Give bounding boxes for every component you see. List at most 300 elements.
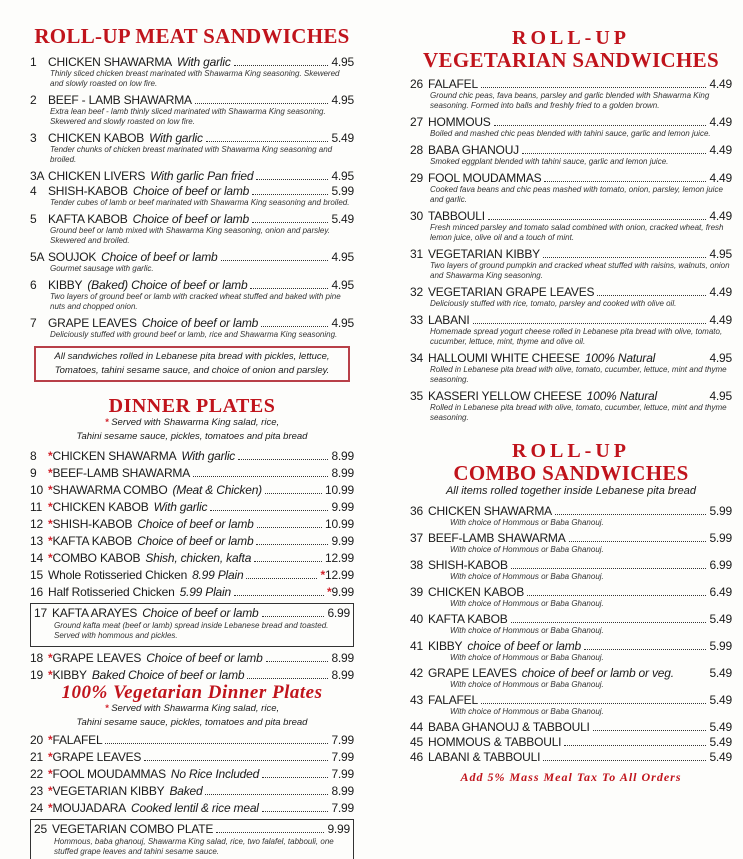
menu-item-line xyxy=(410,115,732,129)
item-note: 5.99 Plain xyxy=(179,585,231,599)
item-number: 13 xyxy=(30,534,43,548)
item-name: BEEF-LAMB SHAWARMA xyxy=(428,531,566,545)
item-description: Deliciously stuffed with rice, tomato, parsley and cooked with olive oil. xyxy=(430,299,677,308)
item-description: With choice of Hommous or Baba Ghanouj. xyxy=(450,599,604,608)
menu-item-line xyxy=(410,693,732,707)
item-name: Half Rotisseried Chicken xyxy=(48,585,175,599)
menu-item xyxy=(30,448,354,464)
item-description: Two layers of ground beef or lamb with cracked wheat stuffed and baked with pine nuts and chopped onion. xyxy=(50,292,341,311)
menu-item-line xyxy=(30,516,354,532)
item-name: GRAPE LEAVES xyxy=(428,666,517,680)
item-description: Homemade spread yogurt cheese rolled in Lebanese pita bread with olive, tomato, cucumber, lettuce, mint, thyme and olive oil. xyxy=(430,327,723,346)
item-note: Choice of beef or lamb xyxy=(137,517,254,531)
item-description: Tender chunks of chicken breast marinated with Shawarma King seasoning and broiled. xyxy=(50,145,333,164)
item-name: KAFTA ARAYES xyxy=(52,606,138,620)
menu-item xyxy=(410,585,732,609)
item-name: BABA GHANOUJ xyxy=(428,143,519,157)
item-note: With garlic Pan fried xyxy=(150,169,254,183)
veg-dinner-list xyxy=(30,732,354,859)
item-price: 12.99 xyxy=(324,551,354,565)
leader-dots xyxy=(250,288,328,289)
leader-dots xyxy=(262,777,328,778)
item-price: 12.99 xyxy=(324,568,354,582)
leader-dots xyxy=(544,181,706,182)
item-price: 4.49 xyxy=(709,115,732,129)
item-price: 8.99 xyxy=(331,651,354,665)
menu-item-line xyxy=(30,212,354,226)
leader-dots xyxy=(481,87,706,88)
item-note: Choice of beef or lamb xyxy=(141,316,259,330)
item-price: 5.49 xyxy=(709,735,732,749)
item-price: 7.99 xyxy=(331,750,354,764)
item-number: 38 xyxy=(410,558,423,572)
item-price: 4.95 xyxy=(331,55,354,69)
menu-item xyxy=(30,55,354,89)
item-name: MOUJADARA xyxy=(52,801,127,815)
star-icon: * xyxy=(48,483,53,497)
item-price: 4.95 xyxy=(331,169,354,183)
item-price: 4.95 xyxy=(331,93,354,107)
menu-item xyxy=(30,533,354,549)
star-icon: * xyxy=(48,651,53,665)
leader-dots xyxy=(511,568,707,569)
item-price: 4.49 xyxy=(709,209,732,223)
item-name: CHICKEN KABOB xyxy=(52,500,149,514)
item-name: SHISH-KABOB xyxy=(428,558,508,572)
leader-dots xyxy=(569,541,707,542)
menu-item-line xyxy=(30,93,354,107)
item-number: 46 xyxy=(410,750,423,764)
item-description: Fresh minced parsley and tomato salad combined with onion, cracked wheat, fresh lemon juice, olive oil and a touch of mint. xyxy=(430,223,724,242)
star-icon: * xyxy=(48,784,53,798)
item-number: 41 xyxy=(410,639,423,653)
meat-sandwiches-title: ROLL-UP MEAT SANDWICHES xyxy=(34,24,350,48)
item-name: FALAFEL xyxy=(52,733,103,747)
item-description: Smoked eggplant blended with tahini sauce, garlic and lemon juice. xyxy=(430,157,669,166)
item-name: HOMMOUS xyxy=(428,115,491,129)
item-note: choice of beef or lamb xyxy=(467,639,582,653)
leader-dots xyxy=(247,678,328,679)
leader-dots xyxy=(265,493,322,494)
item-price: 4.95 xyxy=(709,389,732,403)
star-icon: * xyxy=(48,767,53,781)
menu-item-line xyxy=(30,584,354,600)
item-name: KASSERI YELLOW CHEESE xyxy=(428,389,582,403)
menu-item xyxy=(30,766,354,782)
menu-item-line xyxy=(30,732,354,748)
menu-item-line xyxy=(410,389,732,403)
leader-dots xyxy=(256,179,328,180)
item-price: 6.99 xyxy=(327,606,350,620)
combo-title-1: ROLL-UP xyxy=(512,440,630,462)
item-name: KAFTA KABOB xyxy=(48,212,128,226)
item-name: FOOL MOUDAMMAS xyxy=(428,171,542,185)
item-price: 5.49 xyxy=(709,693,732,707)
menu-item-line xyxy=(410,77,732,91)
item-name: BEEF - LAMB SHAWARMA xyxy=(48,93,192,107)
item-number: 18 xyxy=(30,651,43,665)
menu-item-line xyxy=(410,585,732,599)
item-number: 22 xyxy=(30,767,43,781)
star-icon: * xyxy=(48,733,53,747)
item-number: 1 xyxy=(30,55,37,69)
menu-item-line xyxy=(410,351,732,365)
item-number: 5 xyxy=(30,212,37,226)
star-icon: * xyxy=(48,750,53,764)
star-icon: * xyxy=(48,534,53,548)
star-icon: * xyxy=(48,449,53,463)
leader-dots xyxy=(266,661,329,662)
menu-item-line xyxy=(410,247,732,261)
menu-item-line xyxy=(30,499,354,515)
combo-sandwiches-list xyxy=(410,504,732,764)
menu-item-line xyxy=(30,567,354,583)
item-number: 35 xyxy=(410,389,423,403)
leader-dots xyxy=(238,459,328,460)
menu-item xyxy=(30,482,354,498)
leader-dots xyxy=(564,745,706,746)
item-name: TABBOULI xyxy=(428,209,485,223)
menu-item-line xyxy=(410,750,732,764)
item-name: FALAFEL xyxy=(428,693,478,707)
menu-item xyxy=(30,131,354,165)
item-note: Baked Choice of beef or lamb xyxy=(91,668,245,682)
veg-subtitle-line2: Tahini sesame sauce, pickles, tomatoes and pita bread xyxy=(76,717,308,728)
menu-item xyxy=(410,171,732,205)
menu-item-line xyxy=(410,666,732,680)
item-description: Rolled in Lebanese pita bread with olive, tomato, cucumber, lettuce, mint and thyme seasoning. xyxy=(430,365,727,384)
dinner-plates-title: DINNER PLATES xyxy=(108,395,276,417)
item-price: 8.99 xyxy=(331,466,354,480)
leader-dots xyxy=(543,760,706,761)
menu-item-line xyxy=(410,720,732,734)
item-name: GRAPE LEAVES xyxy=(52,750,142,764)
item-description: Thinly sliced chicken breast marinated with Shawarma King seasoning. Skewered and slowly roasted on low fire. xyxy=(50,69,340,88)
item-number: 12 xyxy=(30,517,43,531)
menu-item-line xyxy=(410,285,732,299)
leader-dots xyxy=(257,527,322,528)
item-price: 9.99 xyxy=(331,585,354,599)
item-description: Boiled and mashed chic peas blended with tahini sauce, garlic and lemon juice. xyxy=(430,129,711,138)
left-column xyxy=(30,26,354,859)
menu-item-line xyxy=(410,531,732,545)
dinner-subtitle-line1: Served with Shawarma King salad, rice, xyxy=(111,417,280,428)
item-name: Whole Rotisseried Chicken xyxy=(48,568,188,582)
item-number: 33 xyxy=(410,313,423,327)
item-price: 6.99 xyxy=(709,558,732,572)
star-icon: * xyxy=(48,517,53,531)
item-name: HALLOUMI WHITE CHEESE xyxy=(428,351,580,365)
item-number: 6 xyxy=(30,278,37,292)
menu-item-line xyxy=(34,605,350,621)
menu-item-line xyxy=(30,766,354,782)
menu-item xyxy=(410,313,732,347)
item-number: 21 xyxy=(30,750,43,764)
item-description: Gourmet sausage with garlic. xyxy=(50,264,154,273)
menu-item-line xyxy=(30,316,354,330)
menu-item xyxy=(30,550,354,566)
menu-item xyxy=(410,389,732,423)
item-price: 5.49 xyxy=(709,666,732,680)
menu-item-line xyxy=(30,448,354,464)
item-name: SHISH-KABOB xyxy=(52,517,133,531)
menu-item xyxy=(410,77,732,111)
star-icon: * xyxy=(48,500,53,514)
item-name: CHICKEN SHAWARMA xyxy=(52,449,177,463)
item-description: Two layers of ground pumpkin and cracked wheat stuffed with raisins, walnuts, onion and Shawarma King seasoning. xyxy=(430,261,730,280)
leader-dots xyxy=(473,323,707,324)
menu-item-line xyxy=(410,171,732,185)
item-description: With choice of Hommous or Baba Ghanouj. xyxy=(450,653,604,662)
menu-item xyxy=(410,531,732,555)
item-note: choice of beef or lamb or veg. xyxy=(521,666,674,680)
item-price: 5.99 xyxy=(709,531,732,545)
item-number: 25 xyxy=(34,822,47,836)
leader-dots xyxy=(252,222,328,223)
menu-item xyxy=(30,650,354,666)
item-name: GRAPE LEAVES xyxy=(52,651,142,665)
item-note: 8.99 Plain xyxy=(192,568,244,582)
item-name: FALAFEL xyxy=(428,77,478,91)
item-price: 8.99 xyxy=(331,449,354,463)
item-number: 3 xyxy=(30,131,37,145)
item-name: VEGETARIAN KIBBY xyxy=(52,784,165,798)
item-note: With garlic xyxy=(181,449,236,463)
item-number: 42 xyxy=(410,666,423,680)
item-price: 4.49 xyxy=(709,285,732,299)
item-number: 15 xyxy=(30,568,43,582)
item-number: 28 xyxy=(410,143,423,157)
star-icon: * xyxy=(104,703,109,714)
leader-dots xyxy=(555,514,707,515)
item-description: With choice of Hommous or Baba Ghanouj. xyxy=(450,626,604,635)
menu-item xyxy=(30,316,354,340)
leader-dots xyxy=(195,103,329,104)
item-price: 10.99 xyxy=(324,517,354,531)
menu-item xyxy=(30,667,354,683)
veg-subtitle-line1: Served with Shawarma King salad, rice, xyxy=(111,703,280,714)
item-name: KAFTA KABOB xyxy=(428,612,508,626)
item-number: 27 xyxy=(410,115,423,129)
menu-item-line xyxy=(30,169,354,183)
item-name: BEEF-LAMB SHAWARMA xyxy=(52,466,191,480)
veg-sandwiches-list xyxy=(410,77,732,423)
item-description: Tender cubes of lamb or beef marinated with Shawarma King seasoning and broiled. xyxy=(50,198,350,207)
combo-title-2: COMBO SANDWICHES xyxy=(453,461,689,485)
item-name: CHICKEN SHAWARMA xyxy=(428,504,552,518)
item-note: Choice of beef or lamb xyxy=(146,651,263,665)
menu-item-line xyxy=(30,749,354,765)
menu-item xyxy=(30,567,354,583)
leader-dots xyxy=(252,194,328,195)
item-price: 5.99 xyxy=(709,504,732,518)
item-price: 5.49 xyxy=(331,212,354,226)
item-description: With choice of Hommous or Baba Ghanouj. xyxy=(450,707,604,716)
item-price: 9.99 xyxy=(327,822,350,836)
item-name: VEGETARIAN KIBBY xyxy=(428,247,540,261)
dinner-plates-list xyxy=(30,448,354,683)
item-number: 2 xyxy=(30,93,37,107)
menu-item xyxy=(30,250,354,274)
item-name: HOMMOUS & TABBOULI xyxy=(428,735,562,749)
veg-dinner-title: 100% Vegetarian Dinner Plates xyxy=(61,682,323,703)
item-note: With garlic xyxy=(176,55,231,69)
item-number: 16 xyxy=(30,585,43,599)
item-number: 9 xyxy=(30,466,37,480)
item-note: (Meat & Chicken) xyxy=(172,483,262,497)
item-number: 40 xyxy=(410,612,423,626)
menu-item-line xyxy=(410,558,732,572)
menu-item-line xyxy=(30,131,354,145)
leader-dots xyxy=(246,578,317,579)
item-name: BABA GHANOUJ & TABBOULI xyxy=(428,720,590,734)
item-number: 20 xyxy=(30,733,43,747)
menu-item xyxy=(410,558,732,582)
item-note: Choice of beef or lamb xyxy=(142,606,259,620)
item-price: 4.49 xyxy=(709,143,732,157)
item-price: 9.99 xyxy=(331,534,354,548)
menu-item-line xyxy=(30,533,354,549)
item-note: Choice of beef or lamb xyxy=(137,534,254,548)
leader-dots xyxy=(234,65,329,66)
menu-item-line xyxy=(30,650,354,666)
leader-dots xyxy=(234,595,324,596)
leader-dots xyxy=(210,510,328,511)
menu-item xyxy=(30,212,354,246)
leader-dots xyxy=(205,794,328,795)
item-name: LABANI xyxy=(428,313,470,327)
leader-dots xyxy=(527,595,706,596)
item-number: 23 xyxy=(30,784,43,798)
item-note: (Baked) Choice of beef or lamb xyxy=(87,278,248,292)
item-name: CHICKEN KABOB xyxy=(48,131,145,145)
menu-item xyxy=(410,720,732,734)
item-price: 4.95 xyxy=(331,316,354,330)
leader-dots xyxy=(193,476,328,477)
leader-dots xyxy=(221,260,329,261)
menu-item xyxy=(410,247,732,281)
menu-item xyxy=(30,819,354,859)
item-number: 3A xyxy=(30,169,45,183)
veg-dinner-subtitle xyxy=(30,702,354,730)
leader-dots xyxy=(488,219,707,220)
item-note: 100% Natural xyxy=(586,389,657,403)
item-note: Choice of beef or lamb xyxy=(101,250,218,264)
menu-item xyxy=(410,750,732,764)
dinner-subtitle xyxy=(30,416,354,444)
item-price: 5.49 xyxy=(709,612,732,626)
menu-item xyxy=(410,143,732,167)
menu-item xyxy=(30,278,354,312)
leader-dots xyxy=(481,703,706,704)
item-name: KIBBY xyxy=(52,668,87,682)
item-name: CHICKEN KABOB xyxy=(428,585,525,599)
menu-item-line xyxy=(30,783,354,799)
menu-item xyxy=(30,584,354,600)
menu-item xyxy=(410,209,732,243)
item-note: 100% Natural xyxy=(584,351,656,365)
menu-item xyxy=(30,499,354,515)
menu-item xyxy=(410,285,732,309)
leader-dots xyxy=(206,141,329,142)
menu-item-line xyxy=(30,250,354,264)
star-icon: * xyxy=(48,551,53,565)
sandwich-footnote: All sandwiches rolled in Lebanese pita bread with pickles, lettuce, Tomatoes, tahini sesame sauce, and choice of onion and parsley. xyxy=(34,346,350,382)
item-name: FOOL MOUDAMMAS xyxy=(52,767,166,781)
item-price: 4.95 xyxy=(709,351,732,365)
item-description: Extra lean beef - lamb thinly sliced marinated with Shawarma King seasoning. Skewered and slowly roasted on low fire. xyxy=(50,107,326,126)
leader-dots xyxy=(256,544,328,545)
item-price: 7.99 xyxy=(331,733,354,747)
item-name: VEGETARIAN GRAPE LEAVES xyxy=(428,285,595,299)
item-number: 39 xyxy=(410,585,423,599)
menu-item xyxy=(30,169,354,183)
item-number: 32 xyxy=(410,285,423,299)
item-name: SHISH-KABOB xyxy=(48,184,128,198)
item-number: 11 xyxy=(30,500,43,514)
menu-item xyxy=(30,516,354,532)
menu-item-line xyxy=(30,550,354,566)
item-price: 5.99 xyxy=(331,184,354,198)
veg-sandwiches-title-1: ROLL-UP xyxy=(512,27,630,49)
item-name: VEGETARIAN COMBO PLATE xyxy=(52,822,214,836)
item-note: Choice of beef or lamb xyxy=(132,184,250,198)
item-description: Cooked fava beans and chic peas mashed with tomato, onion, parsley, lemon juice and garlic. xyxy=(430,185,723,204)
item-description: With choice of Hommous or Baba Ghanouj. xyxy=(450,545,604,554)
dinner-subtitle-line2: Tahini sesame sauce, pickles, tomatoes and pita bread xyxy=(76,431,308,442)
item-number: 17 xyxy=(34,606,47,620)
item-price: 5.49 xyxy=(331,131,354,145)
leader-dots xyxy=(105,743,328,744)
menu-item xyxy=(30,93,354,127)
item-number: 10 xyxy=(30,483,43,497)
item-name: SOUJOK xyxy=(48,250,97,264)
menu-item-line xyxy=(410,612,732,626)
item-number: 36 xyxy=(410,504,423,518)
menu-item-line xyxy=(410,639,732,653)
star-icon: * xyxy=(48,466,53,480)
leader-dots xyxy=(597,295,706,296)
menu-item xyxy=(410,504,732,528)
veg-sandwiches-title-2: VEGETARIAN SANDWICHES xyxy=(423,48,719,72)
item-number: 37 xyxy=(410,531,423,545)
menu-item-line xyxy=(30,800,354,816)
leader-dots xyxy=(494,125,707,126)
menu-item xyxy=(30,800,354,816)
item-number: 31 xyxy=(410,247,423,261)
leader-dots xyxy=(543,257,706,258)
item-description: Rolled in Lebanese pita bread with olive, tomato, cucumber, lettuce, mint and thyme seasoning. xyxy=(430,403,727,422)
item-price: 5.99 xyxy=(709,639,732,653)
right-column xyxy=(410,28,732,785)
leader-dots xyxy=(262,616,325,617)
item-price: 4.49 xyxy=(709,171,732,185)
menu-item-line xyxy=(410,735,732,749)
item-note: Cooked lentil & rice meal xyxy=(131,801,259,815)
item-price: 8.99 xyxy=(331,784,354,798)
item-note: Choice of beef or lamb xyxy=(132,212,249,226)
menu-item-line xyxy=(30,184,354,198)
leader-dots xyxy=(522,153,706,154)
menu-item-line xyxy=(410,313,732,327)
item-note: Baked xyxy=(169,784,203,798)
item-number: 44 xyxy=(410,720,423,734)
item-note: Shish, chicken, kafta xyxy=(145,551,252,565)
item-description: Ground kafta meat (beef or lamb) spread inside Lebanese bread and toasted. Served with hommous and pickles. xyxy=(54,621,329,640)
item-price: 4.49 xyxy=(709,313,732,327)
menu-item xyxy=(30,749,354,765)
item-name: KIBBY xyxy=(428,639,463,653)
